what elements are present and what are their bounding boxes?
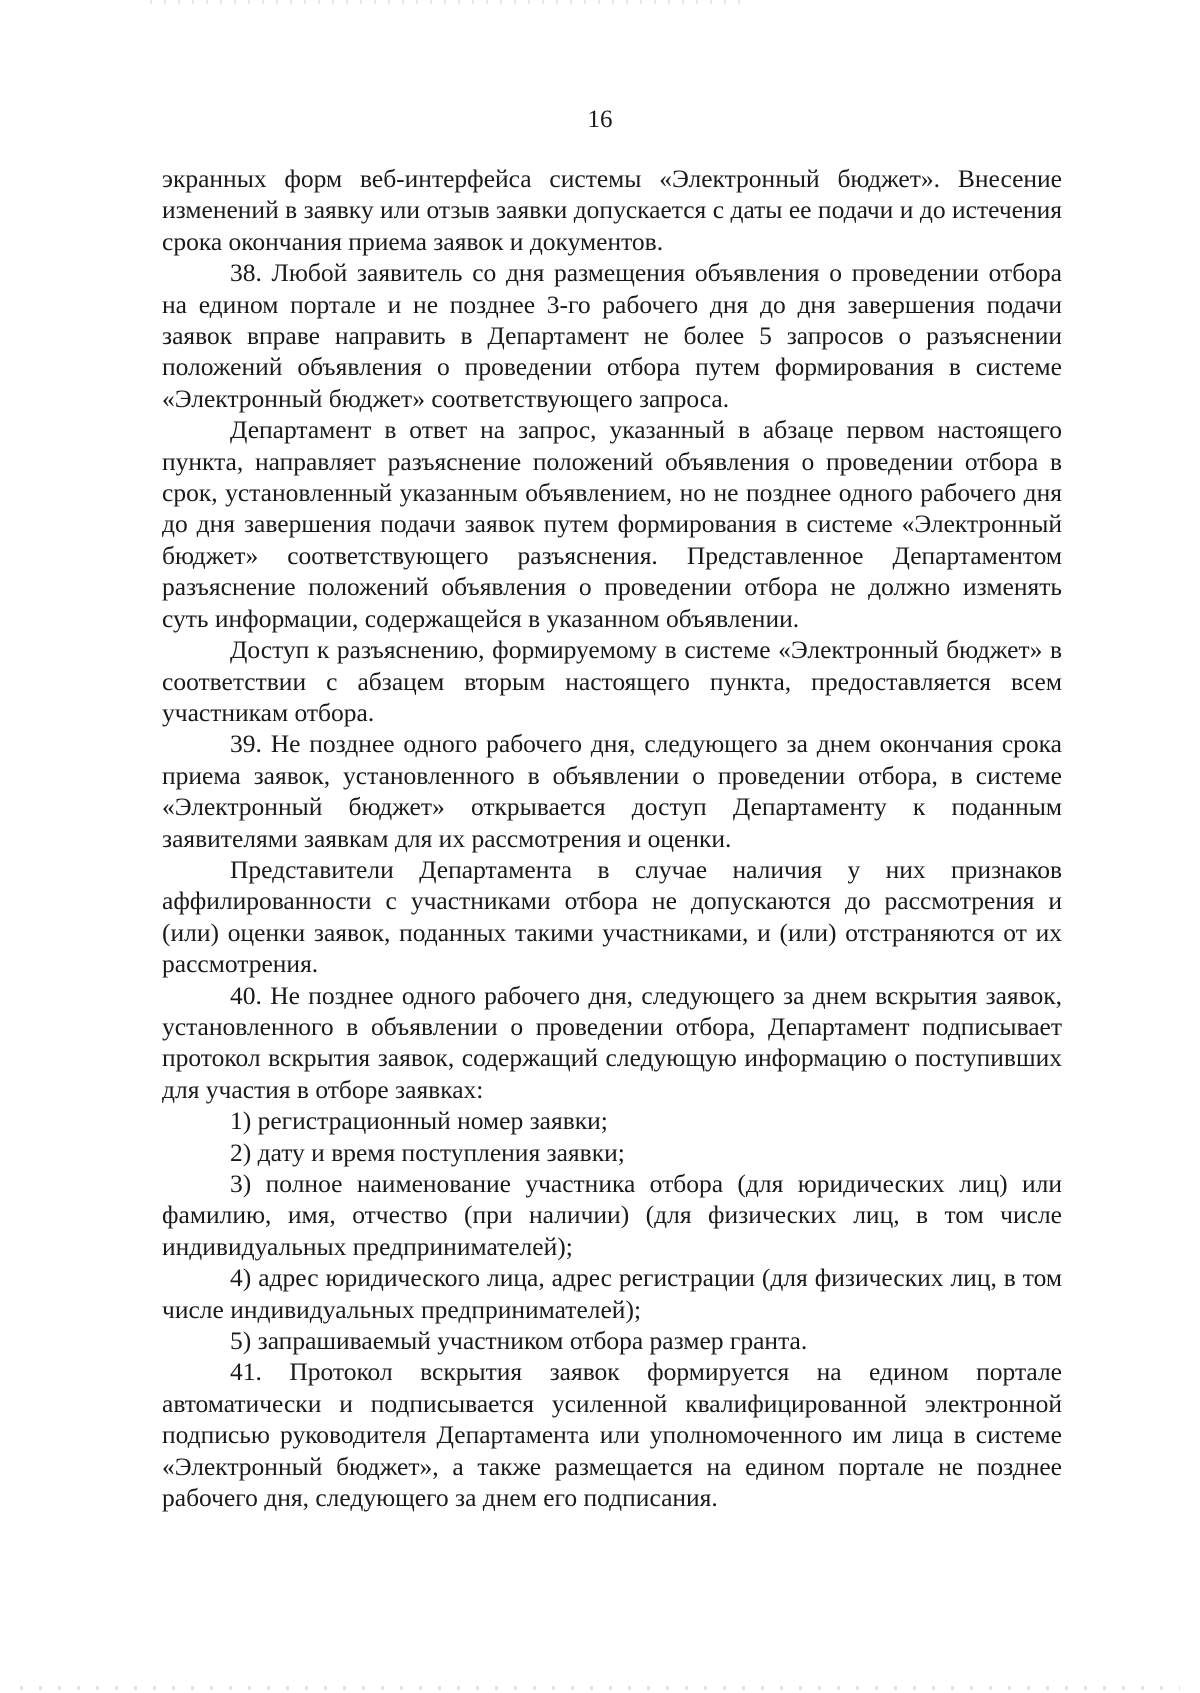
- paragraph-item-39: 39. Не позднее одного рабочего дня, следующего за днем окончания срока приема заявок, установленного в объявлении о проведении отбора, в системе «Электронный бюджет» открывается доступ Департаменту к поданным заявителями заявкам для их рассмотрения и оценки.: [162, 729, 1062, 853]
- scan-artifact-bottom: [20, 1686, 1180, 1690]
- paragraph-item-41: 41. Протокол вскрытия заявок формируется на едином портале автоматически и подписывается усиленной квалифицированной электронной подписью руководителя Департамента или уполномоченного им лица в системе «Электронный бюджет», а также размещается на едином портале не позднее рабочего дня, следующего за днем его подписания.: [162, 1357, 1062, 1513]
- paragraph-item-38: 38. Любой заявитель со дня размещения объявления о проведении отбора на едином портале и не позднее 3-го рабочего дня до дня завершения подачи заявок вправе направить в Департамент не более 5 запросов о разъяснении положений объявления о проведении отбора путем формирования в системе «Электронный бюджет» соответствующего запроса.: [162, 258, 1062, 413]
- paragraph-continuation: экранных форм веб-интерфейса системы «Электронный бюджет». Внесение изменений в заявку или отзыв заявки допускается с даты ее подачи и до истечения срока окончания приема заявок и документов.: [162, 164, 1062, 256]
- document-body: [162, 163, 1062, 1513]
- paragraph-item-40: 40. Не позднее одного рабочего дня, следующего за днем вскрытия заявок, установленного в объявлении о проведении отбора, Департамент подписывает протокол вскрытия заявок, содержащий следующую информацию о поступивших для участия в отборе заявках:: [162, 980, 1062, 1104]
- list-item-5: 5) запрашиваемый участником отбора размер гранта.: [230, 1326, 808, 1356]
- list-item-1: 1) регистрационный номер заявки;: [230, 1106, 608, 1136]
- scan-artifact-top: [150, 0, 750, 4]
- list-item-2: 2) дату и время поступления заявки;: [230, 1137, 625, 1167]
- paragraph-affiliation: Представители Департамента в случае наличия у них признаков аффилированности с участниками отбора не допускаются до рассмотрения и (или) оценки заявок, поданных такими участниками, и (или) отстраняются от их рассмотрения.: [162, 854, 1062, 979]
- list-item-4: 4) адрес юридического лица, адрес регистрации (для физических лиц, в том числе индивидуальных предпринимателей);: [162, 1263, 1062, 1324]
- page-number: 16: [587, 106, 613, 133]
- paragraph-department-response: Департамент в ответ на запрос, указанный в абзаце первом настоящего пункта, направляет разъяснение положений объявления о проведении отбора в срок, установленный указанным объявлением, но не позднее одного рабочего дня до дня завершения подачи заявок путем формирования в системе «Электронный бюджет» соответствующего разъяснения. Представленное Департаментом разъяснение положений объявления о проведении отбора не должно изменять суть информации, содержащейся в указанном объявлении.: [162, 415, 1062, 633]
- list-item-3: 3) полное наименование участника отбора (для юридических лиц) или фамилию, имя, отчество (при наличии) (для физических лиц, в том числе индивидуальных предпринимателей);: [162, 1169, 1062, 1261]
- paragraph-access-clarification: Доступ к разъяснению, формируемому в системе «Электронный бюджет» в соответствии с абзацем вторым настоящего пункта, предоставляется всем участникам отбора.: [162, 635, 1062, 727]
